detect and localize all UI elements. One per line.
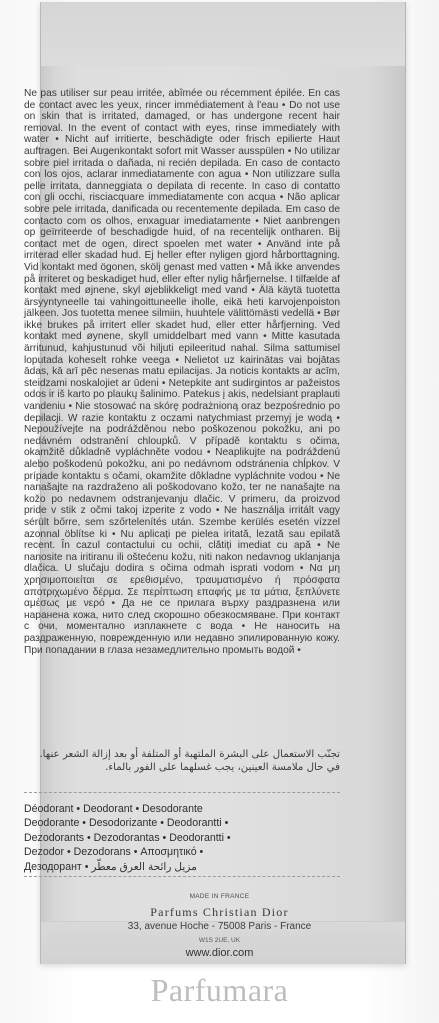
uk-postcode: W1S 2UE, UK [198,937,241,944]
box-top-fold [41,2,405,66]
deodorant-names-block [24,802,340,874]
deodorant-line: Dezodor • Dezodorans • Αποσμητικό • [24,846,204,859]
made-in-label: MADE IN FRANCE [189,893,250,900]
watermark-logo: Parfumara [150,972,289,1008]
deodorant-line: Дезодорант • مزيل رائحة العرق معطّر [24,860,197,873]
multilingual-warning-text: Ne pas utiliser sur peau irritée, abîmée ou récemment épilée. En cas de contact avec les yeux, rincer immédiatement à l'eau • Do not use on skin that is irritated, damaged, or has undergone recent hair removal. In the event of contact with eyes, rinse immediately with water • Nicht auf irritierte, beschädigte oder frisch epilierte Haut auftragen. Bei Augenkontakt sofort mit Wasser ausspülen • No utilizar sobre piel irritada o dañada, ni recién depilada. En caso de contacto con los ojos, aclarar inmediatamente con agua • Non utilizzare sulla pelle irritata, danneggiata o depilata di recente. In caso di contatto con gli occhi, risciacquare immediatamente con acqua • Não aplicar sobre pele irritada, danificada ou recentemente depilada. Em caso de contacto com os olhos, enxaguar imediatamente • Niet aanbrengen op geïrriteerde of beschadigde huid, of na recentelijk ontharen. Bij contact met de ogen, direct spoelen met water • Använd inte på irriterad eller skadad hud. Ej heller efter nyligen gjord hårborttagning. Vid kontakt med ögonen, skölj genast med vatten • Må ikke anvendes på irriteret og beskadiget hud, eller efter nylig hårfjernelse. I tilfælde af kontakt med øjnene, skyl øjeblikkeligt med vand • Älä käytä tuotetta ärsyyntyneelle tai vahingoittuneelle iholle, eikä heti karvojenpoiston jälkeen. Jos tuotetta menee silmiin, huuhtele välittömästi vedellä • Bør ikke brukes på irritert eller skadet hud, eller etter hårfjerning. Ved kontakt med øynene, skyll umiddelbart med vann • Mitte kasutada ärritunud, kahjustunud või hiljuti epileeritud nahal. Silma sattumisel loputada koheselt rohke veega • Nelietot uz kairinātas vai bojātas ādas, kā arī pēc nesenas matu epilacijas. Ja noticis kontakts ar acīm, steidzami noskalojiet ar ūdeni • Netepkite ant sudirgintos ar pažeistos odos ir iš karto po plaukų šalinimo. Patekus į akis, nedelsiant praplauti vandeniu • Nie stosować na skórę podrażnioną oraz bezpośrednio po depilacji. W razie kontaktu z oczami natychmiast przemyj je wodą • Nepoužívejte na podrážděnou nebo poškozenou pokožku, ani po nedávném odstranění chloupků. V případě kontaktu s očima, okamžitě důkladně vypláchněte vodou • Neaplikujte na podráždenú alebo poškodenú pokožku, ani po nedávnom odstránenia chĺpkov. V prípade kontaktu s očami, okamžite dôkladne vypláchnite vodou • Ne nanašajte na razdraženo ali poškodovano kožo, ter ne nanašajte na kožo po nedavnem odstranjevanju dlačic. V primeru, da proizvod pride v stik z očmi takoj izperite z vodo • Ne használja irritált vagy sérült bőrre, sem szőrtelenítés után. Szembe kerülés esetén vízzel azonnal öblítse ki • Nu aplicați pe pielea iritată, lezată sau epilată recent. În cazul contactului cu ochii, clătiți imediat cu apă • Ne nanosite na iritiranu ili oštećenu kožu, niti nakon nedavnog uklanjanja dlačica. U slučaju dodira s očima odmah isprati vodom • Να μη χρησιμοποιείται σε ερεθισμένο, τραυματισμένο ή πρόσφατα αποτριχωμένο δέρμα. Σε περίπτωση επαφής με τα μάτια, ξεπλύνετε αμέσως με νερό • Да не се прилага върху раздразнена или наранена кожа, нито след скорошно обезкосмяване. При контакт с очи, моментално изплакнете с вода • Не наносить на раздраженную, поврежденную или недавно эпилированную кожу. При попадании в глаза незамедлительно промыть водой • [24,88,340,656]
company-address: 33, avenue Hoche - 75008 Paris - France [127,921,312,932]
deodorant-line: Deodorante • Desodorizante • Deodorantti • [24,817,229,830]
company-name: Parfums Christian Dior [150,905,289,919]
dashed-divider-bottom [24,876,340,877]
dashed-divider-top [24,792,340,793]
deodorant-line: Dezodorants • Dezodorantas • Deodorantti • [24,831,231,844]
website-url: www.dior.com [185,947,254,959]
deodorant-line: Déodorant • Deodorant • Desodorante [24,803,203,815]
arabic-warning-text: تجنّب الاستعمال على البشرة الملتهبة أو المتلفة أو بعد إزالة الشعر عنها. في حال ملامسة العينين، يجب غسلهما على الفور بالماء. [39,749,340,773]
